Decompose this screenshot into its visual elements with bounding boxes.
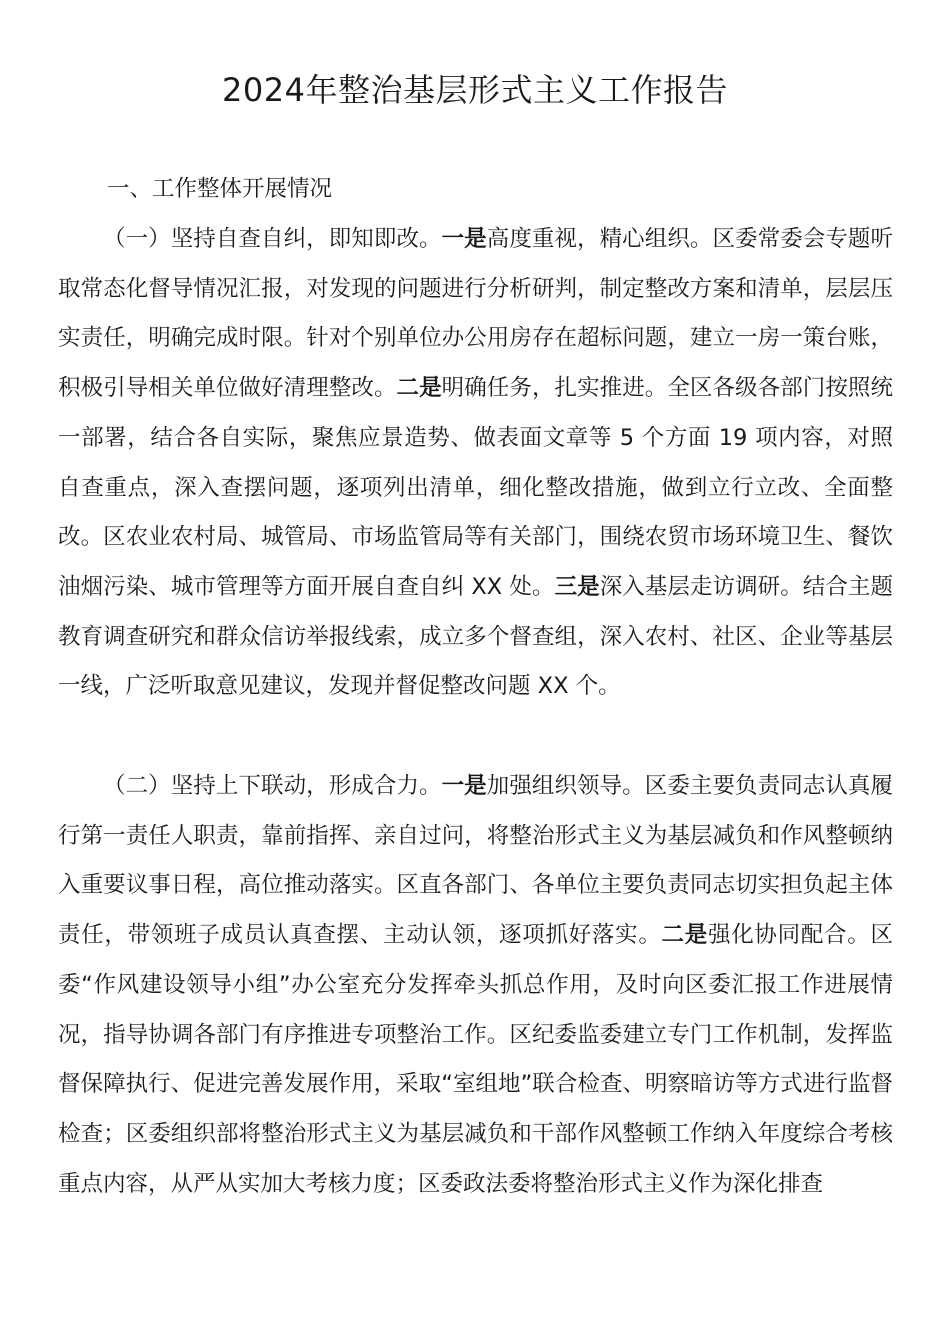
- document-title: 2024年整治基层形式主义工作报告: [222, 71, 728, 109]
- paragraph-1-point-2-text: 明确任务，扎实推进。全区各级各部门按照统一部署，结合各自实际，聚焦应景造势、做表面文章等 5 个方面 19 项内容，对照自查重点，深入查摆问题，逐项列出清单，细化整改措施，做到立行立改、全面整改。区农业农村局、城管局、市场监管局等有关部门，围绕农贸市场环境卫生、餐饮油烟污染、城市管理等方面开展自查自纠 XX 处。: [58, 375, 893, 600]
- paragraph-1-point-2-marker: 二是: [396, 375, 442, 402]
- paragraph-2-point-2-marker: 二是: [661, 922, 708, 949]
- paragraph-2-point-2-text: 强化协同配合。区委“作风建设领导小组”办公室充分发挥牵头抓总作用，及时向区委汇报工作进展情况，指导协调各部门有序推进专项整治工作。区纪委监委建立专门工作机制，发挥监督保障执行、促进完善发展作用，采取“室组地”联合检查、明察暗访等方式进行监督检查；区委组织部将整治形式主义为基层减负和干部作风整顿工作纳入年度综合考核重点内容，从严从实加大考核力度；区委政法委将整治形式主义作为深化排查: [58, 922, 893, 1197]
- paragraph-1-point-1-text: 高度重视，精心组织。区委常委会专题听取常态化督导情况汇报，对发现的问题进行分析研判，制定整改方案和清单，层层压实责任，明确完成时限。针对个别单位办公用房存在超标问题，建立一房一策台账，积极引导相关单位做好清理整改。: [58, 226, 893, 402]
- paragraph-2: [58, 762, 893, 1209]
- paragraph-1-point-1-marker: 一是: [441, 226, 487, 252]
- paragraph-1-point-3-text: 深入基层走访调研。结合主题教育调查研究和群众信访举报线索，成立多个督查组，深入农村、社区、企业等基层一线，广泛听取意见建议，发现并督促整改问题 XX 个。: [58, 573, 893, 700]
- paragraph-2-point-1-text: 加强组织领导。区委主要负责同志认真履行第一责任人职责，靠前指挥、亲自过问，将整治形式主义为基层减负和作风整顿纳入重要议事日程，高位推动落实。区直各部门、各单位主要负责同志切实担负起主体责任，带领班子成员认真查摆、主动认领，逐项抓好落实。: [58, 773, 893, 949]
- paragraph-1-lead: （一）坚持自查自纠，即知即改。: [103, 226, 442, 252]
- paragraph-2-lead: （二）坚持上下联动，形成合力。: [103, 773, 442, 799]
- paragraph-1: [58, 215, 893, 712]
- section-heading: 一、工作整体开展情况: [107, 176, 333, 202]
- paragraph-2-point-1-marker: 一是: [441, 773, 487, 799]
- paragraph-1-point-3-marker: 三是: [554, 573, 600, 600]
